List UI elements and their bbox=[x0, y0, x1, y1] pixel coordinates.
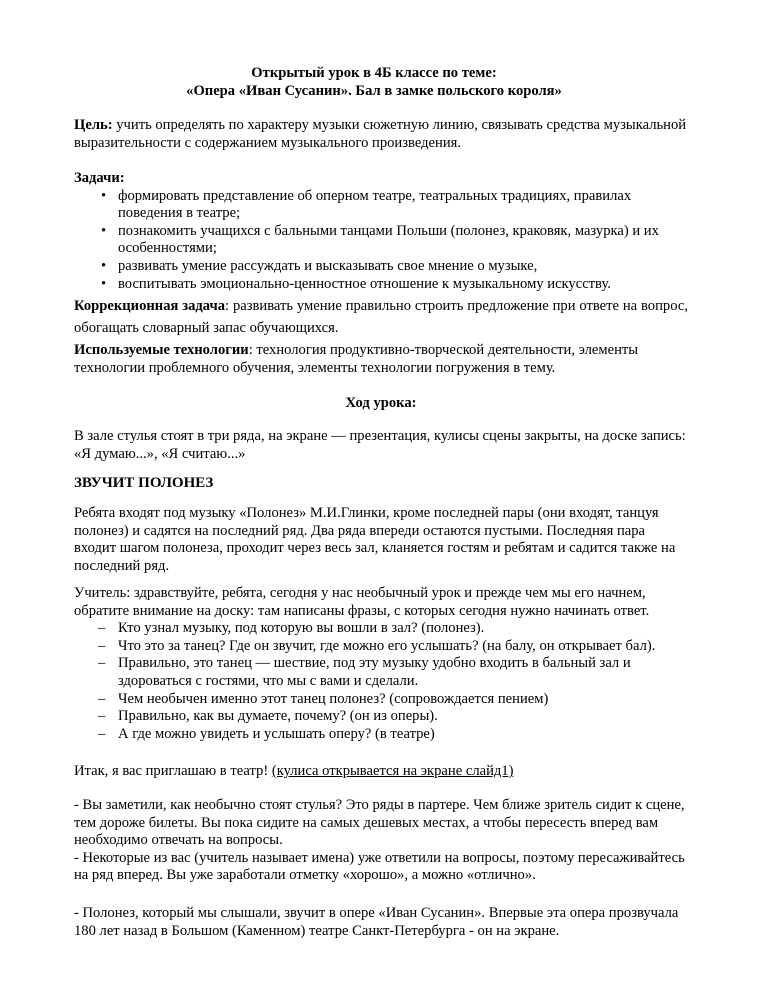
tasks-list bbox=[74, 188, 688, 294]
stalls-text: - Вы заметили, как необычно стоят стулья? Это ряды в партере. Чем ближе зритель сидит к сцене, тем дороже билеты. Вы пока сидите на самых дешевых местах, а чтобы пересесть вперед вам необходимо отвечать на вопросы. bbox=[74, 797, 685, 849]
correction-text: : развивать умение правильно строить предложение при ответе на вопрос, обогащать словарный запас обучающихся. bbox=[74, 298, 688, 336]
title-line-1: Открытый урок в 4Б классе по теме: bbox=[251, 65, 497, 81]
list-item: – Правильно, это танец — шествие, под эту музыку удобно входить в бальный зал и здороваться с гостями, что мы с вами и сделали. bbox=[74, 655, 688, 690]
invite-text: Итак, я вас приглашаю в театр! bbox=[74, 763, 272, 779]
list-item: – А где можно увидеть и услышать оперу? (в театре) bbox=[74, 726, 688, 744]
list-item: – Чем необычен именно этот танец полонез? (сопровождается пением) bbox=[74, 691, 688, 709]
list-item: • формировать представление об оперном театре, театральных традициях, правилах поведения в театре; bbox=[74, 188, 688, 223]
questions-list bbox=[74, 620, 688, 743]
tasks-label: Задачи: bbox=[74, 170, 125, 186]
technologies-paragraph bbox=[74, 342, 688, 377]
section-heading: ЗВУЧИТ ПОЛОНЕЗ bbox=[74, 475, 214, 491]
hall-paragraph bbox=[74, 428, 688, 463]
correction-paragraph bbox=[74, 295, 688, 339]
tasks-section bbox=[74, 170, 688, 293]
teacher-intro: Учитель: здравствуйте, ребята, сегодня у нас необычный урок и прежде чем мы его начнем, обратите внимание на доску: там написаны фразы, с которых сегодня нужно начинать ответ. bbox=[74, 585, 650, 619]
title-line-2: «Опера «Иван Сусанин». Бал в замке польского короля» bbox=[186, 82, 562, 99]
polonaise-paragraph bbox=[74, 905, 688, 940]
technologies-label: Используемые технологии bbox=[74, 342, 249, 358]
goal-label: Цель: bbox=[74, 117, 113, 133]
list-item: • воспитывать эмоционально-ценностное отношение к музыкальному искусству. bbox=[74, 276, 688, 294]
invite-paragraph bbox=[74, 763, 688, 781]
hall-text: В зале стулья стоят в три ряда, на экране — презентация, кулисы сцены закрыты, на доске запись: «Я думаю...», «Я считаю...» bbox=[74, 428, 686, 462]
entrance-text: Ребята входят под музыку «Полонез» М.И.Глинки, кроме последней пары (они входят, танцуя полонез) и садятся на последний ряд. Два ряда впереди остаются пустыми. Последняя пара входит шагом полонеза, проходит через весь зал, кланяется гостям и ребятам и садится также на последний ряд. bbox=[74, 505, 676, 574]
invite-underlined: (кулиса открывается на экране слайд1) bbox=[271, 763, 514, 779]
list-item: – Что это за танец? Где он звучит, где можно его услышать? (на балу, он открывает бал). bbox=[74, 638, 688, 656]
teacher-section bbox=[74, 585, 688, 743]
goal-paragraph bbox=[74, 117, 688, 152]
list-item: – Кто узнал музыку, под которую вы вошли в зал? (полонез). bbox=[74, 620, 688, 638]
list-item: • познакомить учащихся с бальными танцами Польши (полонез, краковяк, мазурка) и их особенностями; bbox=[74, 223, 688, 258]
stalls-paragraph bbox=[74, 797, 688, 885]
correction-label: Коррекционная задача bbox=[74, 298, 226, 314]
entrance-paragraph bbox=[74, 505, 688, 575]
polonaise-text: - Полонез, который мы слышали, звучит в опере «Иван Сусанин». Впервые эта опера прозвучала 180 лет назад в Большом (Каменном) театре Санкт-Петербурга - он на экране. bbox=[74, 905, 679, 939]
move-text: - Некоторые из вас (учитель называет имена) уже ответили на вопросы, поэтому пересаживайтесь на ряд вперед. Вы уже заработали отметку «хорошо», а можно «отлично». bbox=[74, 849, 685, 884]
lesson-title bbox=[74, 65, 674, 100]
list-item: – Правильно, как вы думаете, почему? (он из оперы). bbox=[74, 708, 688, 726]
goal-text: учить определять по характеру музыки сюжетную линию, связывать средства музыкальной выразительности с содержанием музыкального произведения. bbox=[74, 117, 687, 151]
technologies-text: : технология продуктивно-творческой деятельности, элементы технологии проблемного обучения, элементы технологии погружения в тему. bbox=[74, 342, 639, 376]
list-item: • развивать умение рассуждать и высказывать свое мнение о музыке, bbox=[74, 258, 688, 276]
course-heading: Ход урока: bbox=[345, 395, 417, 411]
